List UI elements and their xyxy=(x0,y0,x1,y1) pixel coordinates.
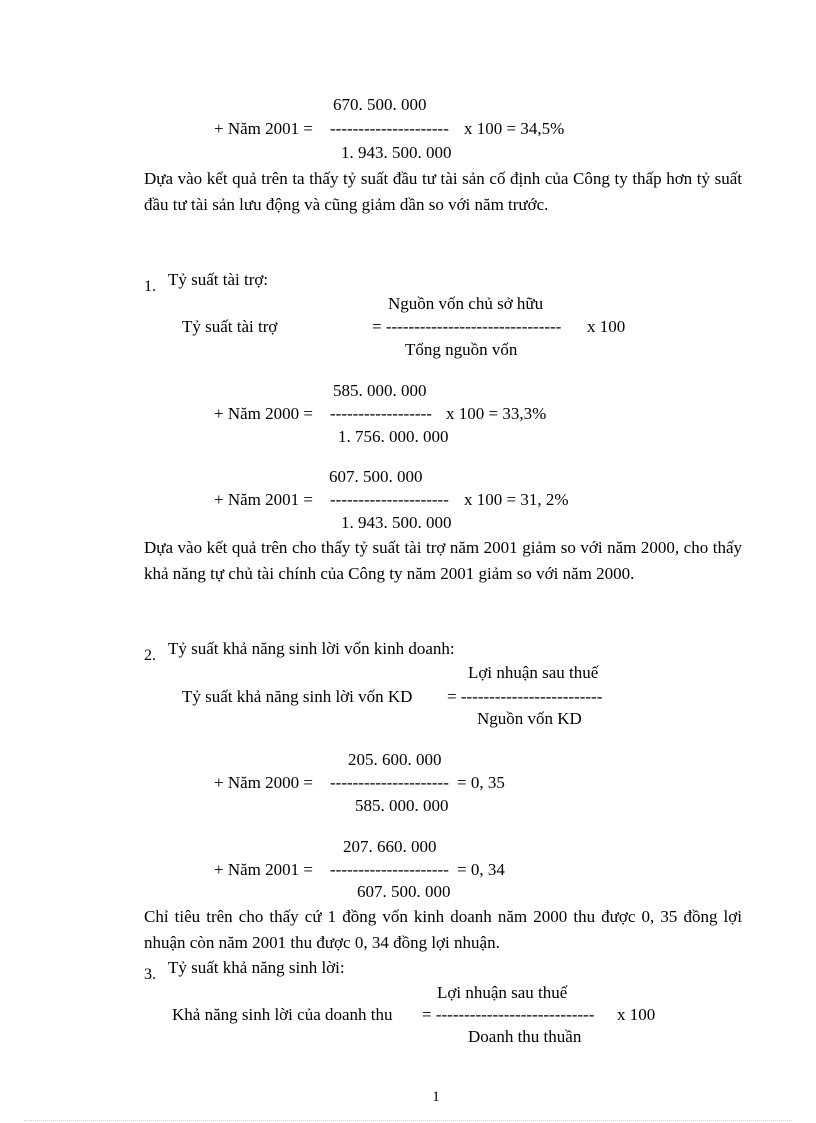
s2-2001-label: + Năm 2001 = xyxy=(214,860,313,879)
s1-2000-denominator: 1. 756. 000. 000 xyxy=(338,427,449,446)
s3-formula-numerator: Lợi nhuận sau thuế xyxy=(437,983,568,1002)
s3-formula-multiplier: x 100 xyxy=(617,1005,656,1024)
s1-2001-fraction-bar: --------------------- xyxy=(330,490,449,509)
s2-2001-numerator: 207. 660. 000 xyxy=(343,837,437,856)
s1-2001-label: + Năm 2001 = xyxy=(214,490,313,509)
section-1-number: 1. xyxy=(144,278,156,295)
page-number: 1 xyxy=(432,1089,440,1105)
s1-formula-denominator: Tổng nguồn vốn xyxy=(405,340,518,359)
s2-conclusion-paragraph: Chỉ tiêu trên cho thấy cứ 1 đồng vốn kinh doanh năm 2000 thu được 0, 35 đồng lợi nhuận còn năm 2001 thu được 0, 34 đồng lợi nhuận. xyxy=(144,907,742,952)
s1-2000-numerator: 585. 000. 000 xyxy=(333,381,427,400)
s1-formula-multiplier: x 100 xyxy=(587,317,626,336)
section-2-heading: Tỷ suất khả năng sinh lời vốn kinh doanh: xyxy=(168,639,455,658)
s2-formula-equals: = ------------------------- xyxy=(447,687,603,706)
invest-2001-result: x 100 = 34,5% xyxy=(464,119,565,138)
section-2-number: 2. xyxy=(144,647,156,664)
invest-conclusion-paragraph: Dựa vào kết quả trên ta thấy tỷ suất đầu tư tài sản cố định của Công ty thấp hơn tỷ suất đầu tư tài sản lưu động và cũng giảm dần so với năm trước. xyxy=(144,169,742,214)
s2-2000-label: + Năm 2000 = xyxy=(214,773,313,792)
s3-formula-equals: = ---------------------------- xyxy=(422,1005,595,1024)
s2-2000-numerator: 205. 600. 000 xyxy=(348,750,442,769)
s1-2001-denominator: 1. 943. 500. 000 xyxy=(341,513,452,532)
s1-2001-result: x 100 = 31, 2% xyxy=(464,490,569,509)
s1-conclusion-paragraph: Dựa vào kết quả trên cho thấy tỷ suất tài trợ năm 2001 giảm so với năm 2000, cho thấy khả năng tự chủ tài chính của Công ty năm 2001 giảm so với năm 2000. xyxy=(144,538,742,583)
s2-2001-result: = 0, 34 xyxy=(457,860,505,879)
s1-2001-numerator: 607. 500. 000 xyxy=(329,467,423,486)
s1-formula-equals: = ------------------------------- xyxy=(372,317,562,336)
section-3-number: 3. xyxy=(144,966,156,983)
invest-2001-numerator: 670. 500. 000 xyxy=(333,95,427,114)
s1-formula-label: Tỷ suất tài trợ xyxy=(182,317,278,336)
s1-2000-result: x 100 = 33,3% xyxy=(446,404,547,423)
section-3-heading: Tỷ suất khả năng sinh lời: xyxy=(168,958,345,977)
s2-formula-numerator: Lợi nhuận sau thuế xyxy=(468,663,599,682)
s3-formula-denominator: Doanh thu thuần xyxy=(468,1027,582,1046)
s1-2000-label: + Năm 2000 = xyxy=(214,404,313,423)
s2-formula-denominator: Nguồn vốn KD xyxy=(477,709,582,728)
s2-2001-fraction-bar: --------------------- xyxy=(330,860,449,879)
s1-formula-numerator: Nguồn vốn chủ sở hữu xyxy=(388,294,544,313)
s2-2000-denominator: 585. 000. 000 xyxy=(355,796,449,815)
invest-2001-fraction-bar: --------------------- xyxy=(330,119,449,138)
s2-2001-denominator: 607. 500. 000 xyxy=(357,882,451,901)
invest-2001-label: + Năm 2001 = xyxy=(214,119,313,138)
s2-formula-label: Tỷ suất khả năng sinh lời vốn KD xyxy=(182,687,413,706)
s2-2000-fraction-bar: --------------------- xyxy=(330,773,449,792)
page-bottom-divider xyxy=(24,1120,792,1121)
invest-2001-denominator: 1. 943. 500. 000 xyxy=(341,143,452,162)
s3-formula-label: Khả năng sinh lời của doanh thu xyxy=(172,1005,393,1024)
s2-2000-result: = 0, 35 xyxy=(457,773,505,792)
s1-2000-fraction-bar: ------------------ xyxy=(330,404,432,423)
section-1-heading: Tỷ suất tài trợ: xyxy=(168,270,269,289)
